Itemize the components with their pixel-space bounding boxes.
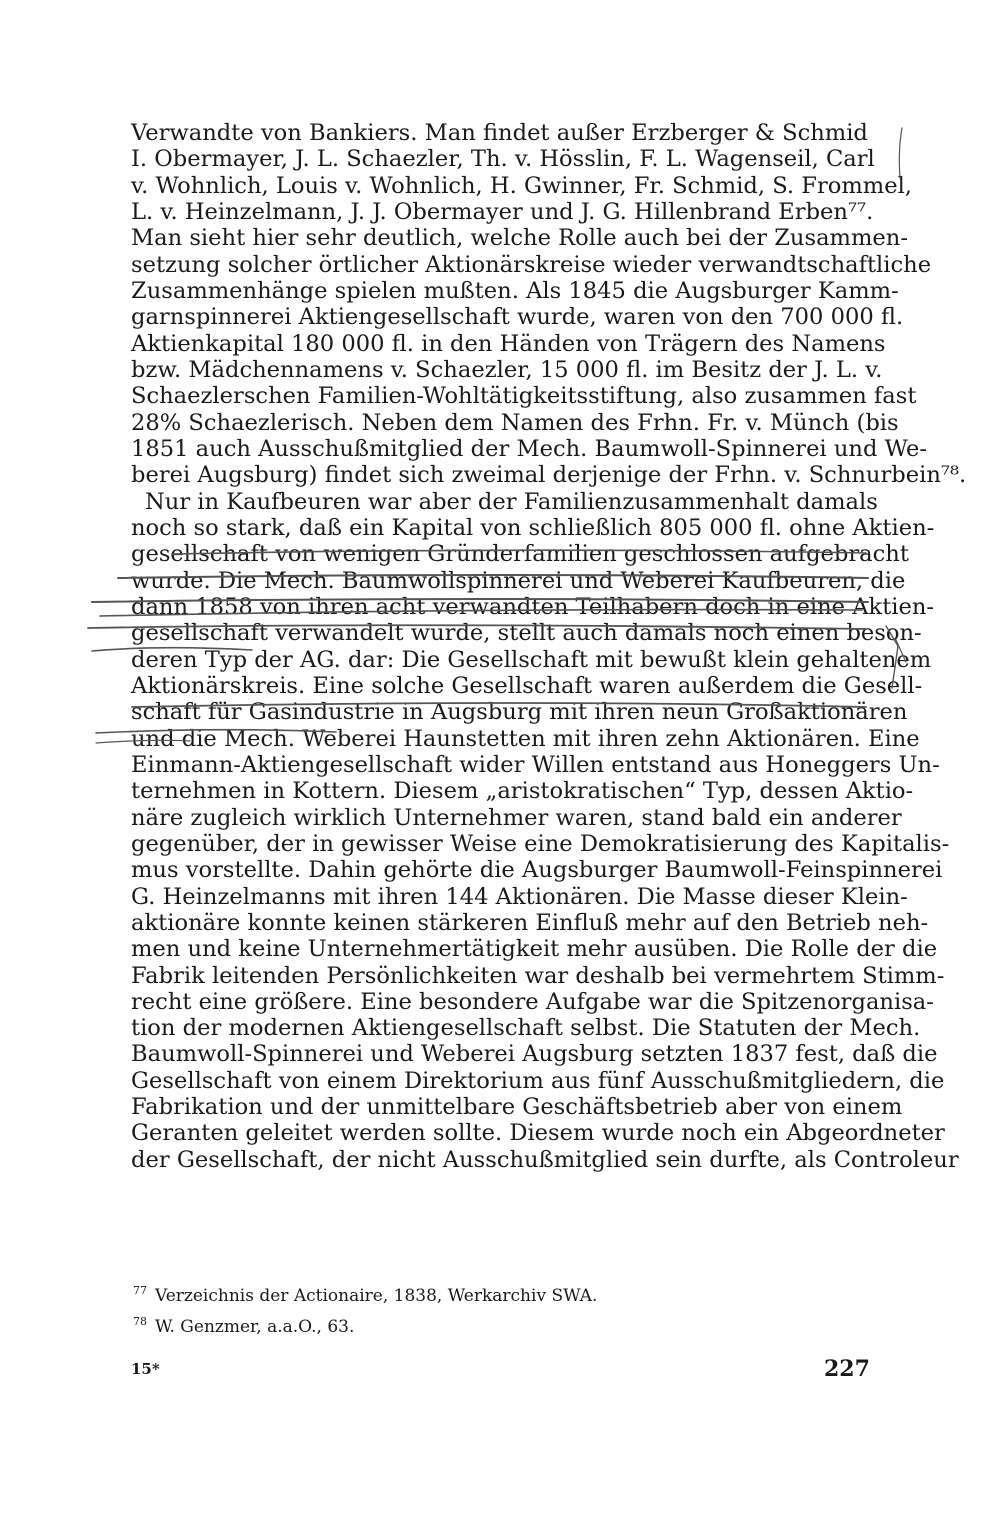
text-line: näre zugleich wirklich Unternehmer waren, stand bald ein anderer [131, 804, 902, 831]
text-line: schaft für Gasindustrie in Augsburg mit ihren neun Großaktionären [131, 699, 908, 726]
text-line: mus vorstellte. Dahin gehörte die Augsburger Baumwoll-Feinspinnerei [131, 857, 943, 884]
text-line: 1851 auch Ausschußmitglied der Mech. Baumwoll-Spinnerei und We- [131, 435, 927, 462]
text-line: Geranten geleitet werden sollte. Diesem wurde noch ein Abgeordneter [131, 1120, 945, 1147]
text-line: Fabrik leitenden Persönlichkeiten war deshalb bei vermehrtem Stimm- [131, 962, 945, 989]
margin-stroke [899, 128, 902, 178]
text-line: deren Typ der AG. dar: Die Gesellschaft mit bewußt klein gehaltenem [131, 646, 932, 673]
text-line: v. Wohnlich, Louis v. Wohnlich, H. Gwinner, Fr. Schmid, S. Frommel, [131, 172, 912, 199]
text-line: garnspinnerei Aktiengesellschaft wurde, waren von den 700 000 fl. [131, 304, 904, 331]
text-line: L. v. Heinzelmann, J. J. Obermayer und J. G. Hillenbrand Erben⁷⁷. [131, 198, 874, 225]
text-line: Fabrikation und der unmittelbare Geschäftsbetrieb aber von einem [131, 1094, 903, 1121]
text-line: Schaezlerschen Familien-Wohltätigkeitsstiftung, also zusammen fast [131, 383, 917, 410]
text-line: gesellschaft verwandelt wurde, stellt auch damals noch einen beson- [131, 620, 922, 647]
text-line: recht eine größere. Eine besondere Aufgabe war die Spitzenorganisa- [131, 988, 934, 1015]
text-line: Aktienkapital 180 000 fl. in den Händen von Trägern des Namens [131, 330, 886, 357]
text-line: Einmann-Aktiengesellschaft wider Willen entstand aus Honeggers Un- [131, 751, 940, 778]
footnote-text: W. Genzmer, a.a.O., 63. [155, 1317, 355, 1337]
footnote [133, 1309, 733, 1340]
footnote-number: 77 [133, 1284, 147, 1297]
text-line: berei Augsburg) findet sich zweimal derjenige der Frhn. v. Schnurbein⁷⁸. [131, 462, 967, 489]
text-line: Nur in Kaufbeuren war aber der Familienzusammenhalt damals [145, 488, 878, 515]
text-line: ternehmen in Kottern. Diesem „aristokratischen“ Typ, dessen Aktio- [131, 778, 914, 805]
text-line: bzw. Mädchennamens v. Schaezler, 15 000 fl. im Besitz der J. L. v. [131, 356, 883, 383]
text-line: Aktionärskreis. Eine solche Gesellschaft waren außerdem die Gesell- [131, 672, 923, 699]
body-text [131, 120, 967, 1173]
text-line: und die Mech. Weberei Haunstetten mit ihren zehn Aktionären. Eine [131, 725, 920, 752]
text-line: Verwandte von Bankiers. Man findet außer Erzberger & Schmid [131, 120, 868, 146]
text-line: Man sieht hier sehr deutlich, welche Rolle auch bei der Zusammen- [131, 225, 908, 252]
text-line: Gesellschaft von einem Direktorium aus fünf Ausschußmitgliedern, die [131, 1067, 945, 1094]
footnote-text: Verzeichnis der Actionaire, 1838, Werkarchiv SWA. [155, 1286, 598, 1306]
page-number: 227 [824, 1356, 870, 1382]
footnote [133, 1278, 733, 1309]
footnote-number: 78 [133, 1315, 147, 1328]
footnotes [133, 1278, 733, 1340]
text-line: setzung solcher örtlicher Aktionärskreise wieder verwandtschaftliche [131, 251, 932, 278]
text-line: I. Obermayer, J. L. Schaezler, Th. v. Hösslin, F. L. Wagenseil, Carl [131, 146, 875, 173]
text-line: Zusammenhänge spielen mußten. Als 1845 die Augsburger Kamm- [131, 277, 899, 304]
text-line: gegenüber, der in gewisser Weise eine Demokratisierung des Kapitalis- [131, 830, 950, 857]
text-line: gesellschaft von wenigen Gründerfamilien geschlossen aufgebracht [131, 541, 909, 568]
text-line: der Gesellschaft, der nicht Ausschußmitglied sein durfte, als Controleur [131, 1146, 959, 1173]
text-line: men und keine Unternehmertätigkeit mehr ausüben. Die Rolle der die [131, 936, 938, 963]
text-line: aktionäre konnte keinen stärkeren Einfluß mehr auf den Betrieb neh- [131, 909, 929, 936]
text-line: dann 1858 von ihren acht verwandten Teilhabern doch in eine Aktien- [131, 593, 935, 620]
text-line: tion der modernen Aktiengesellschaft selbst. Die Statuten der Mech. [131, 1015, 921, 1042]
text-line: Baumwoll-Spinnerei und Weberei Augsburg setzten 1837 fest, daß die [131, 1041, 938, 1068]
signature-mark: 15* [131, 1360, 160, 1378]
text-line: G. Heinzelmanns mit ihren 144 Aktionären. Die Masse dieser Klein- [131, 883, 908, 910]
text-line: wurde. Die Mech. Baumwollspinnerei und Weberei Kaufbeuren, die [131, 567, 906, 594]
text-line: noch so stark, daß ein Kapital von schließlich 805 000 fl. ohne Aktien- [131, 514, 935, 541]
text-line: 28% Schaezlerisch. Neben dem Namen des Frhn. Fr. v. Münch (bis [131, 409, 899, 436]
